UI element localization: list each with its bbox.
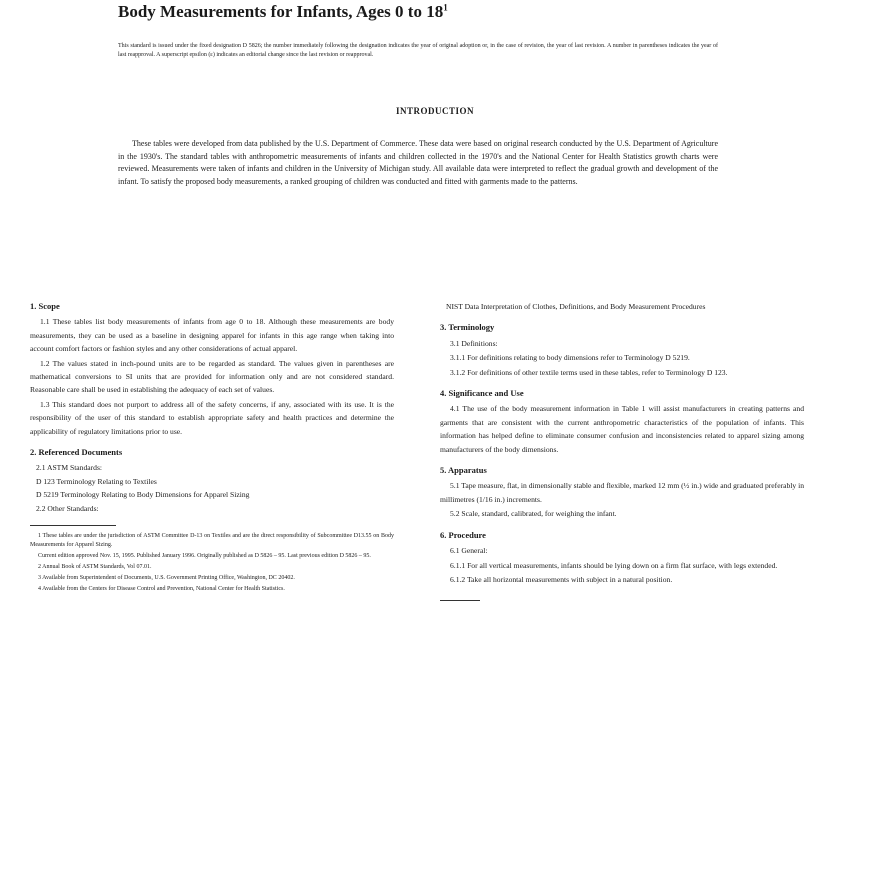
footnote: 4 Available from the Centers for Disease Control and Prevention, National Center for Health Statistics. [38, 586, 285, 593]
footnote-divider [30, 525, 116, 526]
footnote: 2 Annual Book of ASTM Standards, Vol 07.01. [38, 564, 152, 571]
apparatus-section [440, 464, 804, 521]
reference-item: D 123 Terminology Relating to Textiles [36, 476, 157, 486]
terminology-heading: 3. Terminology [440, 322, 495, 333]
introduction-text: These tables were developed from data published by the U.S. Department of Commerce. These data were based on original research conducted by the U.S. Department of Agriculture in the 1930's. The standard tables with anthropometric measurements of infants and children collected in the 1970's and the National Center for Health Statistics growth charts were reviewed. Measurements were taken of infants and children in the University of Michigan study. All available data were interpreted to reflect the gradual growth and development of the infant. To satisfy the proposed body measurements, a ranked grouping of children was conducted and fitted with garments made to the patterns. [118, 139, 718, 186]
scope-heading: 1. Scope [30, 301, 60, 311]
right-column [440, 300, 804, 601]
reference-item: D 5219 Terminology Relating to Body Dimensions for Apparel Sizing [36, 490, 250, 500]
scope-paragraph: 1.2 The values stated in inch-pound units are to be regarded as standard. The values given in parentheses are mathematical conversions to SI units that are provided for information only and are not considered standard. Reasonable care shall be used in establishing the adequacy of each set of values. [30, 358, 394, 395]
page-end-rule [440, 600, 480, 601]
procedure-section [440, 529, 804, 587]
title-footnote-mark: 1 [443, 2, 448, 13]
standard-designation-note: This standard is issued under the fixed designation D 5826; the number immediately following the designation indicates the year of original adoption or, in the case of revision, the year of last revision. A number in parentheses indicates the year of last reapproval. A superscript epsilon (ε) indicates an editorial change since the last revision or reapproval. [118, 43, 718, 58]
apparatus-paragraph: 5.2 Scale, standard, calibrated, for weighing the infant. [450, 509, 617, 519]
apparatus-heading: 5. Apparatus [440, 465, 487, 476]
introduction-heading: INTRODUCTION [395, 106, 474, 116]
referenced-documents-heading: 2. Referenced Documents [30, 447, 123, 458]
footnote: 1 These tables are under the jurisdiction of ASTM Committee D-13 on Textiles and are the direct responsibility of Subcommittee D13.55 on Body Measurements for Apparel Sizing. [30, 533, 394, 549]
terminology-paragraph: 3.1.2 For definitions of other textile terms used in these tables, refer to Terminology D 123. [450, 367, 728, 377]
footnote: 3 Available from Superintendent of Documents, U.S. Government Printing Office, Washington, DC 20402. [38, 575, 295, 582]
reference-item-continued: NIST Data Interpretation of Clothes, Definitions, and Body Measurement Procedures [446, 302, 706, 311]
left-column [30, 300, 394, 596]
scope-paragraph: 1.3 This standard does not purport to address all of the safety concerns, if any, associated with its use. It is the responsibility of the user of this standard to establish appropriate safety and health practices and determine the applicability of regulatory limitations prior to use. [30, 399, 394, 436]
procedure-paragraph: 6.1.1 For all vertical measurements, infants should be lying down on a firm flat surface, with legs extended. [450, 560, 778, 570]
scope-paragraph: 1.1 These tables list body measurements of infants from age 0 to 18. Although these measurements are body measurements, they can be used as a baseline in designing apparel for infants in this age range when taking into account comfort factors or fashion styles and any other considerations of actual apparel. [30, 317, 394, 354]
terminology-paragraph: 3.1.1 For definitions relating to body dimensions refer to Terminology D 5219. [450, 353, 690, 363]
procedure-heading: 6. Procedure [440, 529, 486, 540]
reference-item: 2.2 Other Standards: [36, 503, 99, 513]
referenced-documents-section [30, 446, 394, 515]
scope-section [30, 300, 394, 438]
significance-paragraph: 4.1 The use of the body measurement information in Table 1 will assist manufacturers in creating patterns and garments that are consistent with the current anthropometric characteristics of the population of infants. This information has helped define to eliminate consumer confusion and inconsistencies related to apparel sizing among manufacturers of the body dimensions. [440, 404, 804, 454]
significance-section [440, 387, 804, 456]
document-title [118, 2, 448, 22]
reference-item: 2.1 ASTM Standards: [36, 463, 103, 473]
terminology-paragraph: 3.1 Definitions: [450, 338, 498, 348]
procedure-paragraph: 6.1.2 Take all horizontal measurements with subject in a natural position. [450, 574, 673, 584]
footnote: Current edition approved Nov. 15, 1995. Published January 1996. Originally published as D 5826 – 95. Last previous edition D 5826 – 95. [38, 553, 371, 560]
significance-heading: 4. Significance and Use [440, 388, 524, 399]
terminology-section [440, 321, 804, 379]
procedure-paragraph: 6.1 General: [450, 546, 488, 556]
title-text: Body Measurements for Infants, Ages 0 to 18 [118, 2, 444, 21]
apparatus-paragraph: 5.1 Tape measure, flat, in dimensionally stable and flexible, marked 12 mm (½ in.) wide and graduated preferably in millimetres (1/16 in.) increments. [440, 481, 804, 504]
